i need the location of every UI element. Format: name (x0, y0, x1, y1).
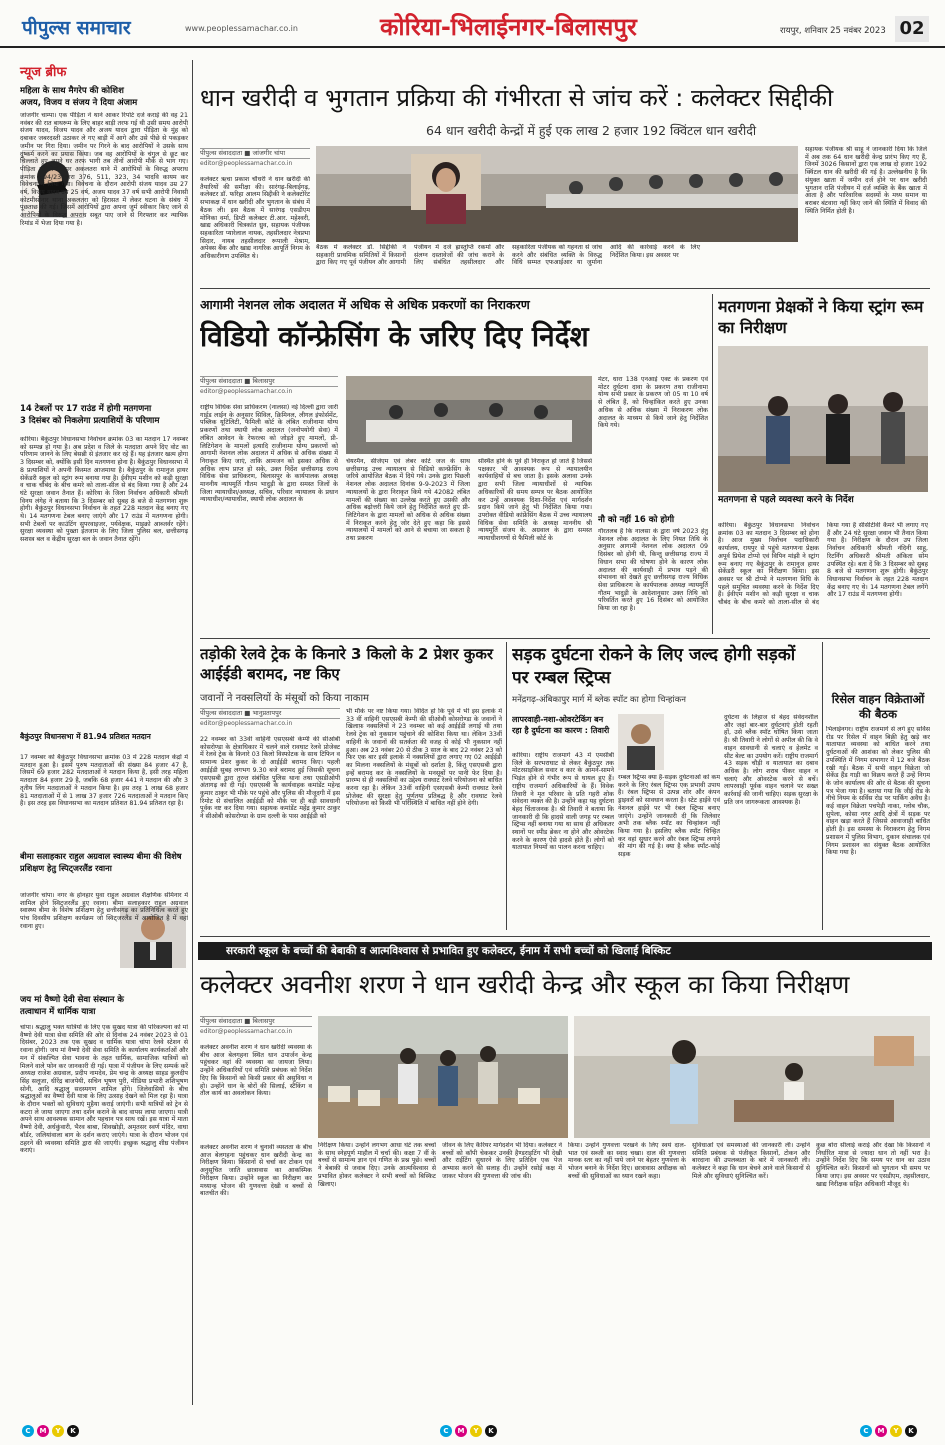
page-number: 02 (895, 16, 929, 42)
brief-body: जांजगीर चांपा। नगर के होनहार युवा राहुल अग्रवाल शैक्षणिक सेमिनार में शामिल होने स्विट्जरलैंड हुए रवाना। बीमा सलाहकार राहुल अग्रवाल स्वास्थ्य बीमा के विशेष प्रशिक्षण हेतु छत्तीसगढ़ का प्रतिनिधित्व करते हुए पांच दिवसीय प्रशिक्षण कार्यक्रम जो स्विट्जरलैंड में आयोजित है में वहां रवाना हुए। (20, 892, 188, 930)
cmyk-c: C (22, 1425, 34, 1437)
brief-body: चांपा। श्रद्धालु भक्त यात्रियों के लिए एक सुखद यात्रा की परिकल्पना को मां वैष्णो देवी यात्रा सेवा समिति की ओर से दिनांक 24 नवंबर 2023 से 01 दिसंबर, 2023 तक एक सुखद व धार्मिक यात्रा चांपा रेलवे स्टेशन से रवाना होगी। जय मां वैष्णो देवी सेवा समिति के कार्यालय कार्यकर्ताओं और मन में संकल्पित सेवा भावना के तहत धार्मिक, सामाजिक यात्रियों को मिलने वाले फोन कर जानकारी दी गई। यात्रा में पंजीयन के लिए सम्पर्क करें अध्यक्ष राजेश अग्रवाल, प्रदीप नामदेव, प्रेम चन्द्र के अध्यक्ष साहड कुलदीप सिंह सलूजा, धीरेंद्र बाजपेयी, सचिन भूषण पुरी, मीडिया प्रभारी शशिभूषण सोनी, आदि श्रद्धालु सदस्यगण शामिल होंगे। जिलेवासियों के बीच श्रद्धालुओं का वैष्णो देवी यात्रा के लिए उत्साह देखने को मिल रहा है। यात्रा के दौरान भक्तों को सुविधाएं मुहैया कराई जाएंगी। सभी यात्रियों को ट्रेन से कटरा ले जाया जाएगा तथा दर्शन कराने के बाद वापस लाया जाएगा। यात्री अपने साथ आवश्यक सामान और पहचान पत्र साथ रखें। इस यात्रा में माता वैष्णो देवी, अर्धकुंवारी, भैरव बाबा, शिवखोड़ी, अमृतसर स्वर्ण मंदिर, वाघा बॉर्डर, जलियांवाला बाग के दर्शन कराए जाएंगे। यात्रा के दौरान भोजन एवं ठहरने की व्यवस्था समिति द्वारा की जाएगी। इच्छुक श्रद्धालु शीघ्र पंजीयन कराएं। (20, 1024, 188, 1155)
story-kicker: आगामी नेशनल लोक अदालत में अधिक से अधिक प्रकरणों का निराकरण (200, 297, 530, 312)
story-body: दुर्घटना के लिहाज से बेहद संवेदनशील और जहां बार-बार दुर्घटनाएं होती रहती हों, उसे ब्लैक स्पॉट घोषित किया जाता है। श्री तिवारी ने लोगों से अपील की कि वे वाहन सावधानी से चलाएं व हेलमेट व सीट बेल्ट का उपयोग करें। राष्ट्रीय राजमार्ग 43 सड़क चौड़ी व यातायात का दबाव अधिक है। लोग शराब पीकर वाहन न चलाएं और ओवरटेक करने से बचें। लापरवाही पूर्वक वाहन चलाने पर सख्त कार्रवाई की जानी चाहिए। सड़क सुरक्षा के प्रति जन जागरूकता आवश्यक है। (724, 714, 818, 806)
brief-body: 17 नवम्बर को बैकुंठपुर विधानसभा क्रमांक 03 में 228 मतदान केंद्रों में मतदान हुआ है। इसमें पुरुष मतदाताओं की संख्या 84 हजार 47 है, जिसमें 69 हजार 282 मतदाताओं ने मतदान किया है, इसी तरह महिला मतदाता 84 हजार 29 है, जबकि 68 हजार 441 ने मतदान की और 3 तृतीय लिंग मतदाताओं ने मतदान किया है। इस तरह 1 लाख 68 हजार 81 मतदाताओं में से 1 लाख 37 हजार 726 मतदाताओं ने मतदान किए है। इस तरह इस विधानसभा का मतदान प्रतिशत 81.94 प्रतिशत रहा है। (20, 754, 188, 808)
story-body: कलेक्टर ऋचा प्रकाश चौधरी ने धान खरीदी की तैयारियों की समीक्षा की। सारंगढ़-बिलाईगढ़, कलेक्टर डॉ. फरिहा आलम सिद्दीकी ने कलेक्टोरेट सभाकक्ष में धान खरीदी और भुगतान के संबंध में बैठक ली। इस बैठक में सारंगढ़ एसडीएम मोनिका वर्मा, डिप्टी कलेक्टर टी.आर. महेश्वरी, खाद्य अधिकारी चित्रकांत ध्रुव, सहायक पंजीयक सहकारिता प्यारेलाल नायक, तहसीलदार नेत्रप्रभा सिदार, नायब तहसीलदार रूपाली मेश्राम, अपेक्स बैंक और खाद्य नागरिक आपूर्ति निगम के अधिकारीगण उपस्थित थे। (200, 176, 310, 261)
story-body: कलेक्टर अवनीश शरण ने चुनावी व्यस्तता के बीच आज बेलगहना पहुंचकर धान खरीदी केन्द्र का निरीक्षण किया। किसानों से चर्चा कर टोकन एवं अनुसूचित जाति छात्रावास का आकस्मिक निरीक्षण किया। उन्होंने स्कूल का निरीक्षण कर मध्यान्ह भोजन की गुणवत्ता देखी व बच्चों से बातचीत की। (200, 1144, 312, 1198)
school-visit-photo (574, 1016, 930, 1138)
website-url[interactable]: www.peoplessamachar.co.in (185, 24, 298, 33)
story-body: भी मौके पर नष्ट किया गया। विदित हो कि पूर्व में भी इस इलाके में 33 वीं वाहिनी एसएसबी केम्पी की सीओबी कोसरोण्डा के जवानों ने खिलाफ़ नक्सलियों ने 23 नवम्बर को कई आईईडी लगाई थी तथा रेलवे ट्रेक को नुकसान पहुंचाने की कोशिश किया था। लेकिन 33वीं वाहिनी के जवानों की सतर्कता की वजह से कोई भी नुकसान नहीं हुआ। अब 23 नवंबर 20 से ठीक 3 साल के बाद 22 नवंबर 23 को फिर एक बार इसी इलाके में नक्सलियों द्वारा लगाए गए 02 आईईडी का मिलना नक्सलियों के मंसूबों को दर्शाता है, किंतु एसएसबी द्वारा इन्हें बरामद कर के नक्सलियों के मनसूबों पर पानी फेर दिया है। प्रारम्भ से ही नक्सलियों का उद्देश्य रावघाट रेलवे परियोजना को बाधित करना रहा है। लेकिन 33वीं वाहिनी एसएसबी केम्पी रावघाट रेलवे प्रोजेक्ट की सुरक्षा हेतु पूर्णतया प्रतिबद्ध है और रावघाट रेलवे परियोजना को किसी भी परिस्थिति में बाधित नहीं होने देगी। (346, 708, 502, 808)
byline: पीपुल्स संवाददाता ■ भानुप्रतापपुर (200, 708, 340, 719)
photo-caption: मतगणना से पहले व्यवस्था करने के निर्देश (718, 495, 854, 505)
photo-caption: बैठक में कलेक्टर डॉ. सिद्दीकी ने सहकारी प्राथमिक समितियों में किसानों द्वारा किए गए पूर्व पंजीयन और आगामी पंजीयन में दर्ज ह्रास्तुप्ति रकमों और संलग्न दस्तावेजों की जांच कराने के लिए संबंधित तहसीलदार और सहकारिता पंजीयक को गहनता से जांच करने और संबंधित व्यक्ति के विरुद्ध विधि सम्मत एफआईआर या जुर्माना आदि की कार्रवाई करने के लिए निर्देशित किया। इस अवसर पर (316, 244, 700, 267)
story-body: गौरतलब है कि नालसा के द्वारा वर्ष 2023 हेतु नेशनल लोक अदालत के लिए नियत तिथि के अनुसार आगामी नेशनल लोक अदालत 09 दिसंबर को होनी थी, किन्तु छत्तीसगढ़ राज्य में विधान सभा की घोषणा होने के कारण लोक अदालत की कार्यवाही में प्रभाव पड़ने की संभावना को देखते हुए छत्तीसगढ़ राज्य विधिक सेवा प्राधिकरण के कार्यपालक अध्यक्ष न्यायमूर्ति गौतम भादुड़ी के आदेशानुसार उक्त तिथि को परिवर्तित करते हुए 16 दिसंबर को आयोजित किया जा रहा है। (598, 528, 708, 613)
cmyk-k: K (905, 1425, 917, 1437)
cmyk-y: Y (52, 1425, 64, 1437)
edition-title: कोरिया-भिलाईनगर-बिलासपुर (380, 13, 637, 41)
brief-body: जांजगीर चाम्पा। एक पीड़िता ने थाने आकर रिपोर्ट दर्ज कराई की वह 21 नवंबर की रात बाथरूम के लिए बाहर बाड़ी तरफ गई थी उसी समय आरोपी संजय यादव, विजय यादव और अजय यादव द्वारा पीड़िता के मुंह को दबाकर जबरदस्ती उठाकर ले गए बाड़ी में आगे और उसे पीछे से पकड़कर जमीन पर गिरा दिया। जमीन पर गिरने के बाद आरोपियों ने उसके साथ दुष्कर्म करने का प्रयास किया। जब वह आरोपियों के चंगुल से छूट कर चिल्लाते हुए अपने घर तरफ भागी तब तीनों आरोपी मौके से भाग गए। पीड़िता की रिपोर्ट पर अकलतरा थाने में आरोपियों के विरुद्ध अपराध क्रमांक 594/23 धारा 376, 511, 323, 34 भादवि कायम कर विवेचना में लिया गया। विवेचना के दौरान आरोपी संजय यादव उम्र 27 वर्ष, विजय यादव उम्र 25 वर्ष, अजय यादव 37 वर्ष सभी आरोपी निवासी कोटमीसोनार थाना अकलतरा को हिरासत में लेकर घटना के संबंध में पूछताछ की गई। जिसमें आरोपियों द्वारा अपना जुर्म स्वीकार किए जाने से आरोपियों के विरुद्ध अपराध सबूत पाए जाने से गिरफ्तार कर न्यायिक रिमांड में भेजा दिया गया है। (20, 112, 188, 227)
cmyk-m: M (455, 1425, 467, 1437)
side-headline: लापरवाही-नशा-ओवरटेकिंग बन रहा है दुर्घटना का कारण : तिवारी (512, 715, 610, 735)
story-body: चेयरमैन, सीजेएम एवं लेबर कोर्ट जज के साथ छत्तीसगढ़ उच्च न्यायालय से विडियो कान्फ्रेंसिंग के जरिये आयोजित बैठक में दिये गये। उनके द्वारा पिछली नेशनल लोक अदालत दिनांक 9-9-2023 में जिला न्यायालयों के द्वारा निराकृत किये गये 42082 लंबित मामलों की संख्या का उल्लेख करते हुए उसकी और अधिक बढ़ोत्तरी किये जाने हेतु निर्देशित करते हुए प्री-लिटिगेशन के द्वारा मामलों को अधिक से अधिक संख्या में निराकृत करने हेतु जोर देते हुए कहा कि इससे न्यायालयों में मामलों को आने से बचाया जा सकता है तथा प्रकरण (346, 458, 470, 543)
byline: पीपुल्स संवाददाता ■ बिलासपुर (200, 1016, 312, 1027)
cmyk-m: M (37, 1425, 49, 1437)
story-body: मेटर, धारा 138 एनआई एक्ट के प्रकरण एवं मोटर दुर्घटना दावा के प्रकरण तथा राजीनामा योग्य सभी प्रकार के प्रकरण जो 05 या 10 वर्ष से लंबित हैं, को चिन्हांकित करते हुए उनका अधिक से अधिक संख्या में निराकरण लोक अदालत के माध्यम से किये जाने हेतु निर्देशित किये गये। (598, 376, 708, 430)
byline-email[interactable]: editor@peoplessamachar.co.in (200, 388, 293, 395)
story-headline: विडियो कॉन्फ्रेसिंग के जरिए दिए निर्देश (200, 320, 589, 353)
cmyk-marks (860, 1418, 920, 1437)
byline: पीपुल्स संवाददाता ■ बिलासपुर (200, 376, 338, 387)
byline-email[interactable]: editor@peoplessamachar.co.in (200, 1028, 293, 1035)
paddy-center-photo (318, 1016, 568, 1138)
cmyk-c: C (440, 1425, 452, 1437)
story-body: 22 नवम्बर को 33वीं वाहिनी एसएसबी केम्पी की सीओबी कोसरोण्डा के क्षेत्राधिकार में चलने वाले रावघाट रेलवे प्रोजेक्ट में रेलवे ट्रेक के किनारे 03 किलो विस्फोटक के साथ टिफिन व सामान्य प्रेशर कुकर के दो आईईडी बरामद किए। पहली आईईडी सुबह लगभग 9.30 बजे बरामद हुई जिसकी सूचना एसएसबी द्वारा तुरन्त संबंधित पुलिस थाना तथा एसडीओपी अंतागढ़ को दी गई। एसएसबी के कार्यवाहक कमांडेंट महेन्द्र कुमार ठाकुर भी मौके पर पहुंचे और पुलिस की मौजूदगी में इस रिमोट से संचालित आईईडी को मौके पर ही बड़ी सावधानी पूर्वक नष्ट कर दिया गया। सहायक कमांडेंट महेंद्र कुमार ठाकुर ने सीओबी कोसरोण्डा के ग्राम दल्ली के पास आईईडी को (200, 736, 340, 821)
news-brief-label: न्यूज ब्रीफ (20, 65, 67, 80)
cmyk-marks (22, 1418, 82, 1437)
brief-headline: जय मां वैष्णो देवी सेवा संस्थान के तत्वाधान में धार्मिक यात्रा (20, 995, 124, 1017)
byline-email[interactable]: editor@peoplessamachar.co.in (200, 160, 293, 167)
story-body (668, 714, 720, 770)
cmyk-m: M (875, 1425, 887, 1437)
story-headline: रिसेल वाहन विक्रेताओं की बैठक (831, 692, 925, 721)
section-divider (200, 936, 930, 937)
story-body: सुविधाओं एवं समस्याओं की जानकारी ली। उन्होंने समिति प्रबंधक से पंजीकृत किसानों, टोकन और बारदाना की उपलब्धता के बारे में जानकारी ली। कलेक्टर ने कहा कि धान बेचने आने वाले किसानों से मिले और सुविधाएं सुनिश्चित करें। (692, 1142, 810, 1180)
story-body: भिलाईनगर। राष्ट्रीय राजमार्ग से लगे हुए सर्विस रोड पर रिसेल में वाहन बिक्री हेतु खड़े कर यातायात व्यवस्था को बाधित करने तथा दुर्घटनाओं की आशंका को लेकर पुलिस की उपस्थिति में निगम सभागार में 12 बजे बैठक रखी गई। बैठक में सभी वाहन विक्रेता जो सेकेंड हैंड गाड़ी का विक्रय करते हैं उन्हें निगम के जोन कार्यालय की ओर से बैठक की सूचना पत्र भेजा गया है। बताया गया कि जीई रोड के नीचे नियम के सर्विस रोड पर पार्किंग अवैध है। कई वाहन विक्रेता पचपेड़ी नाका, ग्लोब चौक, सुपेला, कोसा नगर आदि क्षेत्रों में सड़क पर वाहन खड़ा करते हैं जिससे आवाजाही बाधित होती है। इस समस्या के निराकरण हेतु निगम प्रशासन में पुलिस विभाग, दुकान संचालक एवं निगम प्रशासन का संयुक्त बैठक आयोजित किया गया है। (826, 726, 930, 857)
paper-logo: पीपुल्स समाचार (22, 17, 131, 39)
column-divider (506, 642, 507, 930)
byline: पीपुल्स संवाददाता ■ जांजगीर चांपा (200, 148, 310, 159)
dateline: रायपुर, शनिवार 25 नवंबर 2023 (780, 26, 886, 36)
story-body: रम्बल स्ट्रिप्स क्या है-सड़क दुर्घटनाओं को कम करने के लिए रंबल स्ट्रिप्स एक प्रभावी उपाय है। रंबल स्ट्रिप्स से उत्पन्न शोर और कंपन ड्राइवरों को सावधान करता है। स्टेट हाईवे एवं नेशनल हाईवे पर भी रंबल स्ट्रिप्स बनाए जाएंगे। उन्होंने जानकारी दी कि जिलेवार अभी तक ब्लैक स्पॉट का चिन्हांकन नहीं किया गया है। इसलिए ब्लैक स्पॉट चिन्हित कर वहां सुधार करने और रंबल स्ट्रिप्स लगाने की मांग की गई है। क्या है ब्लैक स्पॉट-कोई सड़क (618, 774, 720, 859)
cmyk-marks (440, 1418, 500, 1437)
column-divider (712, 294, 713, 634)
cmyk-y: Y (470, 1425, 482, 1437)
story-body: कोरिया। बैकुंठपुर विधानसभा निर्वाचन क्रमांक 03 का मतदान 3 दिसम्बर को होना है। आज मुख्य निर्वाचन पदाधिकारी कार्यालय, रायपुर से पहुंचे मतगणना प्रेक्षक अपूर्व प्रियेश टोप्पो एवं विपिन मांझी ने स्ट्रांग रूम बनाए गए बैकुंठपुर के रामानुज हायर सेकेंडरी स्कूल का निरीक्षण किया। इस अवसर पर श्री टोप्पो ने मतगणना विधि के पहले समुचित व्यवस्था करने के निर्देश दिए हैं। ईवीएम मशीन को कड़ी सुरक्षा व चाक चौबंद के बीच कमरे को ताला-सील से बंद किया गया है सीसीटीवी कैमरे भी लगाए गए हैं और 24 घंटे सुरक्षा जवान भी तैनात किया गया है। निरीक्षण के दौरान उप जिला निर्वाचन अधिकारी श्रीमती नंदिनी साहू, रिटर्निंग अधिकारी श्रीमती अंकिता सोम उपस्थित रहे। बता दें कि 3 दिसम्बर को सुबह 8 बजे से मतगणना शुरू होगी। बैकुंठपुर विधानसभा निर्वाचन के तहत 228 मतदान केंद्र बनाए गए थे। 14 मतगणना टेबल लगेंगे और 17 राउंड में मतगणना होगी। (718, 522, 928, 607)
story-headline: कलेक्टर अवनीश शरण ने धान खरीदी केन्द्र और स्कूल का किया निरीक्षण (200, 970, 850, 999)
story-body: राष्ट्रीय विधिक सेवा प्राधिकरण (नालसा) नई दिल्ली द्वारा जारी गाईड लाईन के अनुसार सिविल, क्रिमिनल, लीगल इंफोर्समेंट, पब्लिक यूटिलिटी, फैमिली कोर्ट के लंबित राजीनामा योग्य प्रकरणों तथा स्थायी लोक अदालत (जनोपयोगी सेवा) में लंबित आवेदन के रेफरल्स को जोड़ते हुए मामलों, प्री-लिटिगेशन के मामलों इत्यादि राजीनामा योग्य प्रकरणों को आगामी नेशनल लोक अदालत में अधिक से अधिक संख्या में निराकृत किए जाएं, ताकि आमजन को इसका अधिक से अधिक लाभ प्राप्त हो सके, उक्त निर्देश छत्तीसगढ़ राज्य विधिक सेवा प्राधिकरण, बिलासपुर के कार्यपालक अध्यक्ष माननीय न्यायमूर्ति गौतम भादुड़ी के द्वारा समस्त जिलों के जिला न्यायाधीश/अध्यक्ष, सचिव, परिवार न्यायालय के प्रधान न्यायाधीश/न्यायाधीश, स्थायी लोक अदालत के (200, 404, 338, 504)
subheading: नौ को नहीं 16 को होगी (598, 515, 675, 525)
story-body (200, 526, 338, 634)
masthead (0, 0, 945, 48)
brief-headline: 14 टेबलों पर 17 राउंड में होगी मतगणना 3 दिसंबर को निकलेगा प्रत्याशियों के परिणाम (20, 404, 160, 426)
cmyk-y: Y (890, 1425, 902, 1437)
story-body: किया। उन्होंने गुणवत्ता परखने के लिए स्वयं दाल-भात एवं सब्जी का स्वाद चखा। दाल की गुणवत्ता मानक स्तर का नहीं पाये जाने पर बेहतर गुणवत्ता के भोजन बनाने के निर्देश दिए। छात्रावास अधीक्षक को बच्चों की सुविधाओं का ध्यान रखने कहा। (568, 1142, 686, 1180)
story-headline: तड़ोकी रेलवे ट्रेक के किनारे 3 किलो के 2 प्रेशर कुकर आईईडी बरामद, नष्ट किए (200, 645, 493, 683)
story-body: कोरिया। राष्ट्रीय राजमार्ग 43 में एमसीबी जिले के सरभराघाट से लेकर बैकुंठपुर तक मोटरसाइकिल सवार व कार के आमने-सामने भिड़ंत होने से गंभीर रूप से घायल हुए हैं। राष्ट्रीय राजमार्ग अधिकारियों के हैं। विवेक तिवारी ने मृत परिवार के प्रति गहरी शोक संवेदना व्यक्त की है। उन्होंने कहा यह दुर्घटना बेहद चिंताजनक है। श्री तिवारी ने बताया कि जानकारी दी कि हादसे वाली जगह पर रम्बल स्ट्रिप्स नहीं बनाया गया था साथ ही अधिकतर स्थानों पर स्पीड ब्रेकर ना होने और ओवरटेक करने के कारण ऐसे हादसे होते हैं। लोगों को यातायात नियमों का पालन करना चाहिए। (512, 752, 614, 852)
story-kicker: सरकारी स्कूल के बच्चों की बेबाकी व आत्मविश्वास से प्रभावित हुए कलेक्टर, ईनाम में सभी बच्चों को खिलाई बिस्किट (226, 945, 671, 957)
story-headline: सड़क दुर्घटना रोकने के लिए जल्द होगी सड़कों पर रम्बल स्ट्रिप्स (512, 645, 796, 688)
brief-headline: बैकुंठपुर विधानसभा में 81.94 प्रतिशत मतदान (20, 732, 151, 741)
story-subheadline: मनेंद्रगढ़-अंबिकापुर मार्ग में ब्लेक स्पॉट का होगा चिन्हांकन (512, 695, 686, 705)
story-subheadline: जवानों ने नक्सलियों के मंसूबों को किया नाकाम (200, 693, 370, 704)
brief-headline: बीमा सलाहकार राहुल अग्रवाल स्वास्थ्य बीमा की विशेष प्रशिक्षण हेतु स्पिट्जरलैंड रवाना (20, 851, 182, 873)
story-subheadline: 64 धान खरीदी केन्द्रों में हुई एक लाख 2 हजार 192 क्विंटल धान खरीदी (426, 123, 757, 138)
story-body: जीवन के लिए कैरियर मार्गदर्शन भी दिया। कलेक्टर ने बच्चों को कॉपी चेककर उनकी हैण्डराइटिंग भी देखी और राईटिंग सुधारने के लिए प्रतिदिन एक पेज अभ्यास करने की सलाह दी। उन्होंने रसोई कक्ष में जाकर भोजन की गुणवत्ता की जांच की। (442, 1142, 562, 1180)
story-body: कलेक्टर अवनीश शरण ने धान खरीदी व्यवस्था के बीच आज बेलगहना स्थित धान उपार्जन केन्द्र पहुंचकर वहां की व्यवस्था का जायजा लिया। उन्होंने अधिकारियों एवं समिति प्रबंधक को निर्देश दिए कि किसानों को किसी प्रकार की असुविधा न हो। उन्होंने धान के बोरों की सिलाई, स्टैकिंग व तौल कार्य का अवलोकन किया। (200, 1044, 312, 1098)
section-divider (200, 288, 930, 289)
story-body: निरीक्षण किया। उन्होंने लगभग आधा घंटे तक बच्चों के साथ स्नेहपूर्ण माहौल में चर्चा की। कक्षा 7 वीं के बच्चों से सामान्य ज्ञान एवं गणित के प्रश्न पूछे। बच्चों ने बेबाकी से जवाब दिए। उनके आत्मविश्वास से प्रभावित होकर कलेक्टर ने सभी बच्चों को बिस्किट खिलाए। (318, 1142, 436, 1188)
column-divider (192, 60, 193, 1405)
video-conference-photo (346, 376, 592, 454)
cmyk-k: K (485, 1425, 497, 1437)
brief-body: कोरिया। बैकुंठपुर विधानसभा निर्वाचन क्रमांक 03 का मतदान 17 नवम्बर को सम्पन्न हो गया है। अब प्रदेश व जिले के मतदाता अपने दिए वोट का परिणाम जानने के लिए बेसब्री से इंतजार कर रहे हैं। यह इंतजार खत्म होगा 3 दिसम्बर को, क्योंकि इसी दिन मतगणना होना है। बैकुंठपुर विधानसभा में 8 प्रत्याशियों ने अपनी किस्मत आजमाया है। बैकुंठपुर के रामानुज हायर सेकेंडरी स्कूल को स्ट्रांग रूम बनाया गया है। ईवीएम मशीन को कड़ी सुरक्षा व चाक चौबंद के बीच कमरे को ताला-सील से बंद किया गया है और 24 घंटे सुरक्षा जवान तैनात हैं। कोरिया के जिला निर्वाचन अधिकारी श्रीमती विनय लंगेह ने बताया कि 3 दिसम्बर को सुबह 8 बजे से मतगणना शुरू होगी। बैकुंठपुर विधानसभा निर्वाचन के तहत 228 मतदान केंद्र बनाए गए थे। 14 मतगणना टेबल बनाए जाएंगे और 17 राउंड में मतगणना होगी। सभी टेबलों पर काउंटिंग सुपरवाइजर, पर्यवेक्षक, माइक्रो आब्जर्वर रहेंगे। सुरक्षा व्यवस्था को पुख्ता इंतजाम के लिए जिला पुलिस बल, छत्तीसगढ़ सशस्त्र बल व केंद्रीय सुरक्षा बल के जवान तैनात रहेंगे। (20, 436, 188, 544)
brief-headline: महिला के साथ मैगरेप की कोशिश अजय, विजय व संजय ने दिया अंजाम (20, 86, 138, 108)
meeting-photo (316, 146, 798, 242)
byline-email[interactable]: editor@peoplessamachar.co.in (200, 720, 293, 727)
cmyk-k: K (67, 1425, 79, 1437)
story-headline: धान खरीदी व भुगतान प्रक्रिया की गंभीरता से जांच करें : कलेक्टर सिद्दीकी (200, 84, 834, 112)
column-divider (822, 642, 823, 930)
story-body: संस्थित होने के पूर्व ही निराकृत हो जाते हैं जिससे पक्षकार भी आवश्यक रूप से न्यायालयीन कार्यवाहियों से बच जाता है। इसके अलावा उनके द्वारा सभी जिला न्यायाधीशों से न्यायिक अधिकारियों की समय सम्पत्र पर बैठक आयोजित कर उन्हें आवश्यक दिशा-निर्देश एवं मार्गदर्शन प्रदान किये जाने हेतु भी निर्देशित किया गया। उपरोक्त वीडियो कांफ्रेंसिंग बैठक में उच्च न्यायालय विधिक सेवा समिति के अध्यक्ष माननीय श्री न्यायमूर्ति संजय के. अग्रवाल के द्वारा समस्त न्यायाधीशगणों से फैमिली कोर्ट के (478, 458, 592, 543)
story-headline: मतगणना प्रेक्षकों ने किया स्ट्रांग रूम का निरीक्षण (718, 297, 924, 337)
story-body: कुछ बोरा सीलाई कराई और देखा कि किसानों ने निर्धारित मात्रा से ज्यादा धान तो नहीं भरा है। उन्होंने निर्देश दिए कि समय पर धान का उठाव सुनिश्चित करें। किसानों को भुगतान भी समय पर किया जाए। इस अवसर पर एसडीएम, तहसीलदार, खाद्य निरीक्षक सहित अधिकारी मौजूद थे। (816, 1142, 930, 1188)
strong-room-photo (718, 346, 928, 492)
story-body: सहायक पंजीयक श्री साहू ने जानकारी दिया कि जिले में अब तक 64 धान खरीदी केन्द्र प्रारंभ किए गए हैं, जिनमें 3026 किसानों द्वारा एक लाख दो हजार 192 क्विंटल धान की खरीदी की गई है। उल्लेखनीय है कि संयुक्त खाता में जमीन दर्ज होने पर धान खरीदी भुगतान राशि पंजीयन में दर्ज व्यक्ति के बैंक खाता में आता है और पारिवारिक सदस्यों के मध्य समान या बराबर बंटवारा नहीं किए जाने की स्थिति में विवाद की स्थिति निर्मित होती है। (805, 146, 927, 215)
cmyk-c: C (860, 1425, 872, 1437)
section-divider (200, 638, 930, 639)
